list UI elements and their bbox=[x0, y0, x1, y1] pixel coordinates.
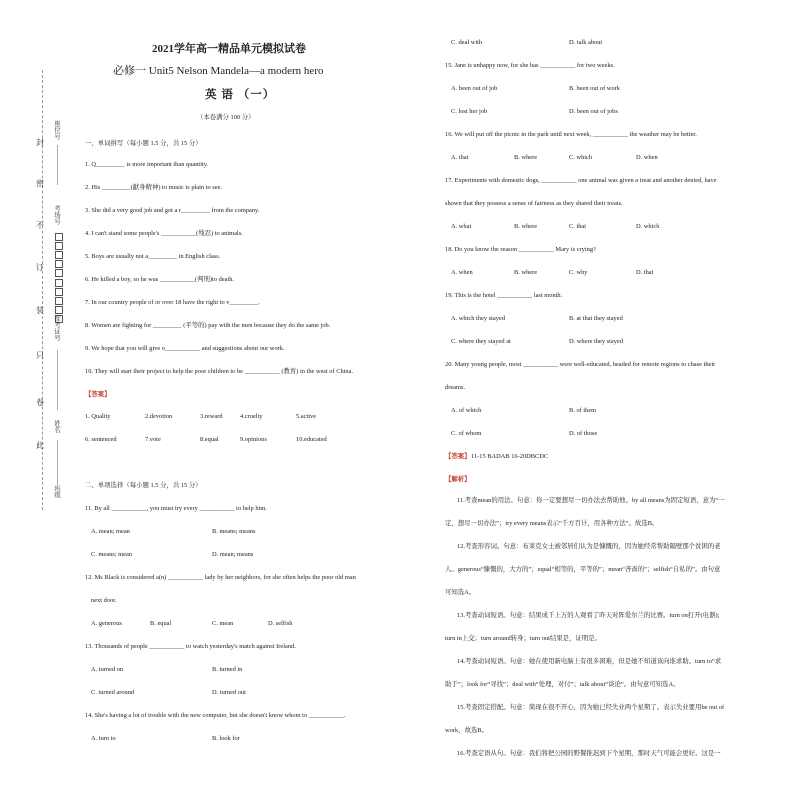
option: A. been out of job bbox=[451, 85, 498, 92]
answer-item: 9.opinions bbox=[240, 436, 267, 443]
option: D. where they stayed bbox=[569, 338, 623, 345]
question-item: 5. Boys are usually not a_________ in English class. bbox=[85, 253, 221, 260]
binding-char: 不 bbox=[36, 221, 44, 230]
option: A. of which bbox=[451, 407, 482, 414]
option: C. where they stayed at bbox=[451, 338, 511, 345]
binding-char: 卷 bbox=[36, 398, 44, 407]
option: B. equal bbox=[150, 620, 172, 627]
binding-char: 订 bbox=[36, 263, 44, 272]
answer-label: 【答案】 bbox=[445, 453, 471, 460]
question-stem: 14. She's having a lot of trouble with the new computer, but she doesn't know whom to ___________. bbox=[85, 712, 346, 719]
answer-label: 【答案】 bbox=[85, 391, 111, 398]
question-stem: 19. This is the hotel ___________ last month. bbox=[445, 292, 563, 299]
question-item: 7. In our country people of or over 18 have the right to v_________. bbox=[85, 299, 260, 306]
option: D. which bbox=[636, 223, 660, 230]
question-stem: 15. Jane is unhappy now, for she has ___________ for two weeks. bbox=[445, 62, 615, 69]
analysis-line: 15.考查固定搭配。句意：简现在很不开心，因为她已经失业两个星期了。表示失业要用be out of bbox=[457, 704, 725, 711]
option: B. of them bbox=[569, 407, 597, 414]
option: D. been out of jobs bbox=[569, 108, 618, 115]
answer-item: 7.vote bbox=[145, 436, 161, 443]
answer-item: 10.educated bbox=[296, 436, 327, 443]
option: A. turned on bbox=[91, 666, 124, 673]
name-label: 姓名 bbox=[53, 420, 60, 433]
question-stem: 16. We will put off the picnic in the park until next week, ___________ the weather may be better. bbox=[445, 131, 697, 138]
class-label: 班级 bbox=[53, 485, 60, 498]
analysis-line: turn in上交；turn around转身；turn out结果是，证明是。 bbox=[445, 635, 602, 642]
option: D. selfish bbox=[268, 620, 293, 627]
option: A. which they stayed bbox=[451, 315, 505, 322]
option: C. means; mean bbox=[91, 551, 132, 558]
question-stem: 12. Ms Black is considered a(n) ___________ lady by her neighbors, for she often helps the poor old man bbox=[85, 574, 356, 581]
binding-char: 装 bbox=[36, 306, 44, 315]
admission-ticket-label: 准考证号 bbox=[53, 315, 60, 341]
analysis-line: 14.考查动词短语。句意：她在使用新电脑上有很多困难，但是她不知道该向谁求助。turn to“求 bbox=[457, 658, 722, 665]
analysis-line: 16.考查定语从句。句意：我们将把公园的野餐推迟到下个星期，那时天气可能会更好。这是一 bbox=[457, 750, 721, 757]
analysis-line: 定，想尽一切办法”；try every means表示“千方百计，用各种方法”。故选B。 bbox=[445, 520, 659, 527]
exam-subtitle: 必修一 Unit5 Nelson Mandela—a modern hero bbox=[113, 65, 324, 77]
exam-title: 2021学年高一精品单元模拟试卷 bbox=[152, 43, 306, 55]
option: A. mean; mean bbox=[91, 528, 130, 535]
question-item: 8. Women are fighting for _________ (平等的) pay with the men because they do the same job. bbox=[85, 322, 331, 329]
section1-heading: 一、单词拼写（每小题 1.5 分，共 15 分） bbox=[85, 140, 202, 147]
score-note: （本卷满分 100 分） bbox=[197, 114, 255, 121]
answer-item: 4.cruelty bbox=[240, 413, 263, 420]
question-stem: 20. Many young people, most ___________ were well-educated, headed for remote regions to chase their bbox=[445, 361, 716, 368]
answer-item: 5.active bbox=[296, 413, 317, 420]
question-item: 4. I can't stand some people's ___________(残忍) to animals. bbox=[85, 230, 243, 237]
option: B. turned in bbox=[212, 666, 243, 673]
binding-char: 只 bbox=[36, 351, 44, 360]
option: C. lost her job bbox=[451, 108, 488, 115]
question-item: 10. They will start their project to help the poor children to be ___________ (教育) in the west of China. bbox=[85, 368, 354, 375]
seat-number-label: 座位号 bbox=[53, 120, 60, 140]
answer-item: 2.devotion bbox=[145, 413, 173, 420]
answer-item: 6. sentenced bbox=[85, 436, 117, 443]
binding-char: 此 bbox=[36, 441, 44, 450]
option: C. why bbox=[569, 269, 588, 276]
option: A. that bbox=[451, 154, 469, 161]
option: A. when bbox=[451, 269, 473, 276]
question-item: 9. We hope that you will give o___________ and suggestions about our work. bbox=[85, 345, 285, 352]
analysis-label: 【解析】 bbox=[445, 476, 471, 483]
question-stem: 11. By all ___________, you must try every ___________ to help him. bbox=[85, 505, 267, 512]
analysis-line: 助于”；look for“寻找”；deal with“处理，对付”；talk about“谈论”。由句意可知选A。 bbox=[445, 681, 680, 688]
binding-char: 封 bbox=[36, 138, 44, 147]
option: B. look for bbox=[212, 735, 240, 742]
option: C. that bbox=[569, 223, 587, 230]
option: A. what bbox=[451, 223, 472, 230]
section2-heading: 二、单项选择（每小题 1.5 分，共 15 分） bbox=[85, 482, 202, 489]
analysis-line: 11.考查mean的用法。句意：你一定要想尽一切办法去帮助他。by all means为固定短语，意为“一 bbox=[457, 497, 725, 504]
option: B. at that they stayed bbox=[569, 315, 623, 322]
question-stem: 13. Thousands of people ___________ to watch yesterday's match against Ireland. bbox=[85, 643, 296, 650]
option: A. turn to bbox=[91, 735, 116, 742]
question-stem: 17. Experiments with domestic dogs, ___________ one animal was given a treat and another denied, have bbox=[445, 177, 717, 184]
option: B. been out of work bbox=[569, 85, 620, 92]
analysis-line: 12.考查形容词。句意：布莱克女士被邻居们认为是慷慨的，因为她经常帮助隔壁那个贫困的老 bbox=[457, 543, 721, 550]
question-stem: 18. Do you know the reason ___________ Mary is crying? bbox=[445, 246, 596, 253]
analysis-line: 13.考查动词短语。句意：结果成千上万的人观看了昨天对阵爱尔兰的比赛。turn on打开(电器); bbox=[457, 612, 720, 619]
option: C. turned around bbox=[91, 689, 135, 696]
option: C. which bbox=[569, 154, 593, 161]
option: D. turned out bbox=[212, 689, 246, 696]
answer-item: 8.equal bbox=[200, 436, 219, 443]
option: C. deal with bbox=[451, 39, 483, 46]
option: A. generous bbox=[91, 620, 122, 627]
exam-subject: 英 语 （一） bbox=[205, 89, 276, 101]
answer-item: 1. Quality bbox=[85, 413, 111, 420]
question-stem-cont: dreams. bbox=[445, 384, 466, 391]
analysis-line: 人。generous“慷慨的，大方的”；equal“相等的，平等的”；mean“吝啬的”；selfish“自私的”。由句意 bbox=[445, 566, 721, 573]
question-item: 3. She did a very good job and got a r_________ from the company. bbox=[85, 207, 260, 214]
question-item: 2. His _________(献身精神) to music is plain to see. bbox=[85, 184, 223, 191]
option: B. means; means bbox=[212, 528, 256, 535]
option: D. of those bbox=[569, 430, 598, 437]
exam-number-boxes bbox=[55, 232, 63, 324]
answer-item: 3.reward bbox=[200, 413, 223, 420]
option: B. where bbox=[514, 154, 538, 161]
binding-char: 密 bbox=[36, 179, 44, 188]
option: B. where bbox=[514, 269, 538, 276]
option: B. where bbox=[514, 223, 538, 230]
section2-answers: 11-15 BADAB 16-20DBCDC bbox=[471, 453, 549, 460]
option: D. mean; means bbox=[212, 551, 254, 558]
option: D. when bbox=[636, 154, 658, 161]
analysis-line: 可知选A。 bbox=[445, 589, 476, 596]
option: D. talk about bbox=[569, 39, 603, 46]
exam-room-label: 考场号 bbox=[53, 205, 60, 225]
question-item: 1. Q_________ is more important than quantity. bbox=[85, 161, 209, 168]
option: C. of whom bbox=[451, 430, 482, 437]
analysis-line: work，故选B。 bbox=[445, 727, 488, 734]
question-stem-cont: next door. bbox=[91, 597, 117, 604]
option: C. mean bbox=[212, 620, 234, 627]
option: D. that bbox=[636, 269, 654, 276]
question-item: 6. He killed a boy, so he was ___________(判刑)to death. bbox=[85, 276, 235, 283]
question-stem-cont: shown that they possess a sense of fairness as they shared their treats. bbox=[445, 200, 623, 207]
